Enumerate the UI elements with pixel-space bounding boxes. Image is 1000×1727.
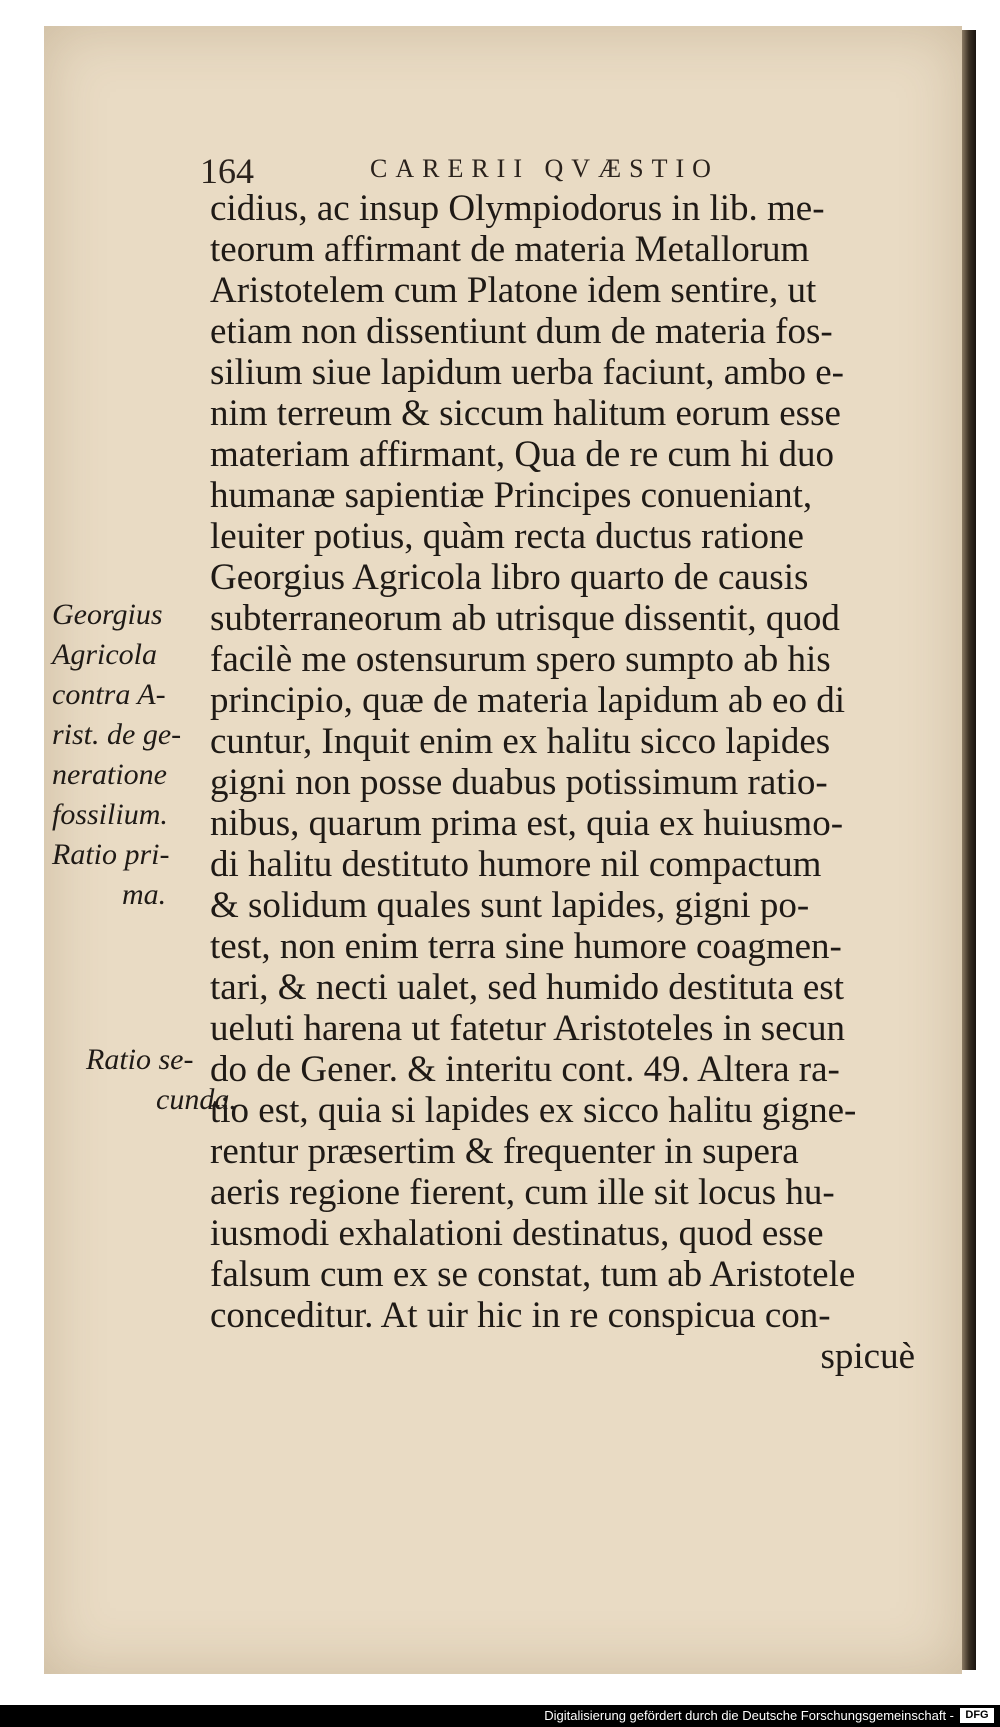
- text-line: principio, quæ de materia lapidum ab eo di: [210, 680, 845, 721]
- margin-note-line: Ratio pri-: [52, 838, 170, 871]
- text-line: nim terreum & siccum halitum eorum esse: [210, 393, 841, 434]
- main-text-block: [210, 188, 955, 1377]
- text-line: materiam affirmant, Qua de re cum hi duo: [210, 434, 834, 475]
- text-line: facilè me ostensurum spero sumpto ab his: [210, 639, 831, 680]
- footer-bar: [0, 1705, 1000, 1727]
- text-line: humanæ sapientiæ Principes conueniant,: [210, 475, 813, 516]
- margin-note-line: ma.: [122, 878, 167, 911]
- page-number: 164: [200, 151, 254, 191]
- margin-note-line: Georgius: [52, 598, 163, 631]
- text-line: di halitu destituto humore nil compactum: [210, 844, 822, 885]
- margin-note-agricola: [52, 595, 181, 835]
- text-line: nibus, quarum prima est, quia ex huiusmo-: [210, 803, 844, 844]
- text-line: do de Gener. & interitu cont. 49. Altera ra-: [210, 1049, 840, 1090]
- text-line: subterraneorum ab utrisque dissentit, quod: [210, 598, 840, 639]
- text-line: rentur præsertim & frequenter in supera: [210, 1131, 799, 1172]
- text-line: falsum cum ex se constat, tum ab Aristotele: [210, 1254, 856, 1295]
- text-line: cuntur, Inquit enim ex halitu sicco lapides: [210, 721, 831, 762]
- text-line: gigni non posse duabus potissimum ratio-: [210, 762, 828, 803]
- text-line: conceditur. At uir hic in re conspicua con-: [210, 1295, 831, 1336]
- margin-note-line: fossilium.: [52, 798, 168, 831]
- text-line: silium siue lapidum uerba faciunt, ambo e-: [210, 352, 844, 393]
- text-line: Georgius Agricola libro quarto de causis: [210, 557, 809, 598]
- text-line: iusmodi exhalationi destinatus, quod esse: [210, 1213, 824, 1254]
- running-title: CARERII QVÆSTIO: [370, 154, 719, 183]
- text-line: leuiter potius, quàm recta ductus ratione: [210, 516, 804, 557]
- margin-note-line: rist. de ge-: [52, 718, 182, 751]
- text-line: tari, & necti ualet, sed humido destituta est: [210, 967, 844, 1008]
- text-line: & solidum quales sunt lapides, gigni po-: [210, 885, 810, 926]
- text-line: Aristotelem cum Platone idem sentire, ut: [210, 270, 817, 311]
- margin-note-line: neratione: [52, 758, 167, 791]
- margin-note-line: Agricola: [52, 638, 157, 671]
- text-line: teorum affirmant de materia Metallorum: [210, 229, 810, 270]
- text-line: ueluti harena ut fatetur Aristoteles in secun: [210, 1008, 845, 1049]
- margin-note-line: contra A-: [52, 678, 166, 711]
- text-line: cidius, ac insup Olympiodorus in lib. me-: [210, 188, 825, 229]
- dfg-logo: DFG: [960, 1708, 994, 1723]
- margin-note-ratio-secunda: [86, 1040, 237, 1120]
- margin-note-line: cunda.: [156, 1083, 237, 1116]
- page-edge: [962, 30, 976, 1670]
- margin-note-line: Ratio se-: [86, 1043, 194, 1076]
- margin-note-ratio-prima: [52, 835, 170, 915]
- text-line: test, non enim terra sine humore coagmen-: [210, 926, 842, 967]
- text-line: aeris regione fierent, cum ille sit locus hu-: [210, 1172, 835, 1213]
- text-line: tio est, quia si lapides ex sicco halitu gigne-: [210, 1090, 857, 1131]
- funding-notice: Digitalisierung gefördert durch die Deutsche Forschungsgemeinschaft -: [544, 1708, 954, 1723]
- running-head: [200, 150, 900, 190]
- text-line: etiam non dissentiunt dum de materia fos-: [210, 311, 833, 352]
- catchword: spicuè: [820, 1336, 915, 1377]
